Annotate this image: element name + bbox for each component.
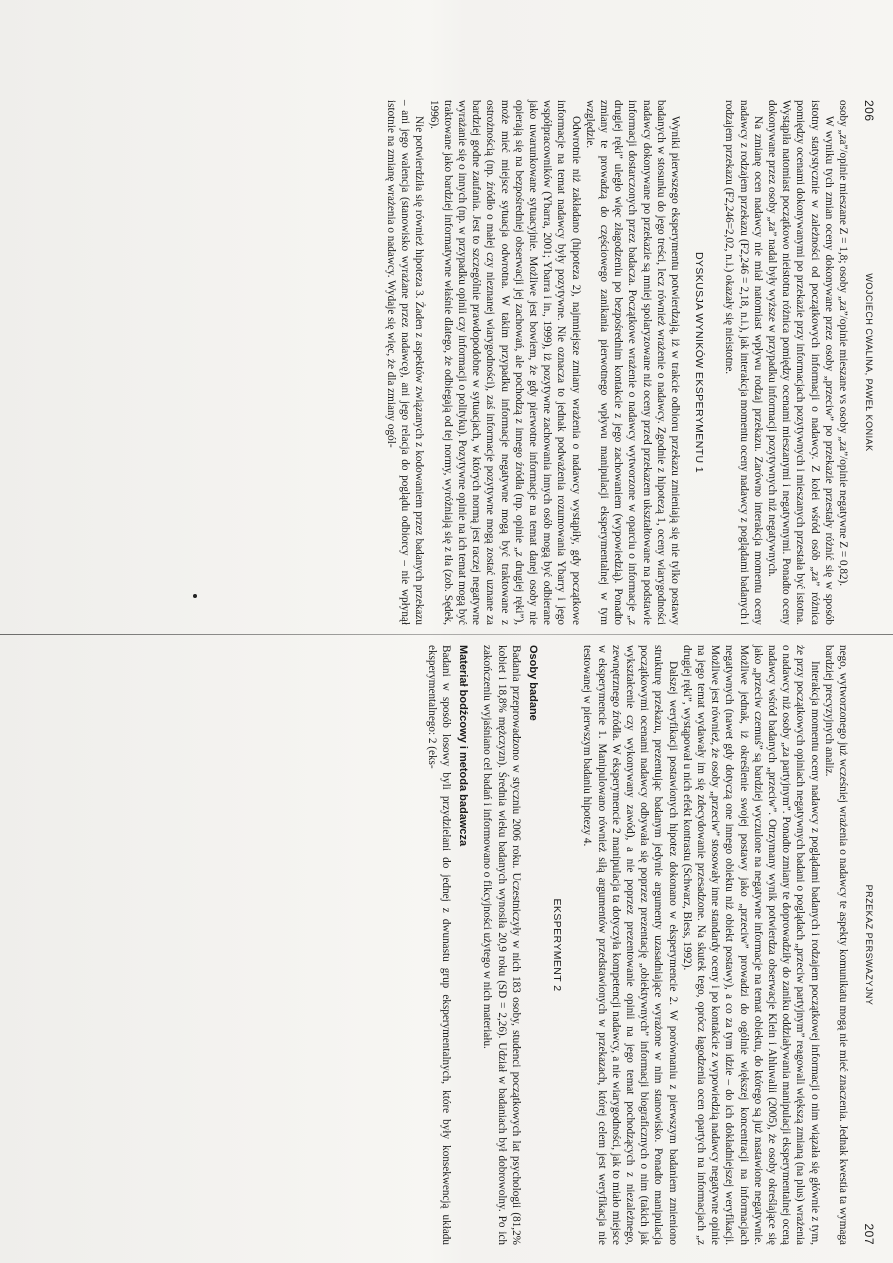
- page-207: [20, 645, 880, 1245]
- paragraph: nego, wytworzonego już wcześniej wrażenia o nadawcy te aspekty komunikatu mogą nie mieć znaczenia. Jednak kwestia ta wymaga bardziej precyzyjnych analiz.: [822, 645, 849, 1245]
- paragraph: Na zmianę ocen nadawcy nie miał natomiast wpływu rodzaj przekazu. Zarówno interakcja momentu oceny nadawcy z rodzajem przekazu (F2,246 = 2,18, n.i.), jak interakcja momentu oceny nadawcy z poglądami badanych i rodzajem przekazu (F2,246=2,02, n.i.) okazały się nieistotne.: [723, 100, 764, 625]
- section-heading: EKSPERYMENT 2: [551, 898, 564, 992]
- running-head-left: [856, 100, 874, 625]
- paragraph: Dalszej weryfikacji postawionych hipotez dokonano w eksperymencie 2. W porównaniu z pierwszym badaniem zmieniono strukturę przekazu, prezentując badanym jedynie argumenty uzasadniające wyrażone w nim stanowisko. Ponadto manipulacja początkowymi ocenami nadawcy odbywała się poprzez prezentację „obiektywnych” informacji biograficznych o nim (takich jak wykształcenie czy wykonywany zawód), a nie poprzez prezentowanie opinii na jego temat pochodzących z niezależnego, zewnętrznego źródła. W eksperymencie 2 manipulacja ta dotyczyła kompetencji nadawcy, a nie wiarygodności, jak to miało miejsce w eksperymencie 1. Manipulowano również siłą argumentów przedstawionych w przekazach, której celem jest weryfikacja nie testowanej w pierwszym badaniu hipotezy 4.: [581, 645, 679, 1245]
- page-body: [20, 100, 850, 625]
- scan-speck: [193, 594, 197, 598]
- running-head-right: [856, 645, 874, 1245]
- section-heading: DYSKUSJA WYNIKÓW EKSPERYMENTU 1: [693, 251, 706, 474]
- subsection-heading: Osoby badane: [526, 645, 539, 721]
- paragraph: Badani w sposób losowy byli przydzielani do jednej z dwunastu grup eksperymentalnych, które były konsekwencją układu eksperymentalnego: 2 (eks-: [425, 645, 452, 1245]
- page-number: 206: [862, 100, 876, 122]
- paragraph: Interakcja momentu oceny nadawcy z poglądami badanych i rodzajem początkowej informacji o nim wiązała się głównie z tym, że przy początkowych opiniach negatywnych badani o poglądach „przeciw partyjnym” reagowali większą zmianą (na plus) wrażenia o nadawcy niż osoby „za partyjnym”. Ponadto zmiany te doprowadziły do zaniku oddziaływania manipulacji eksperymentalnej oceną nadawcy wśród badanych „przeciw”. Otrzymany wynik potwierdza obserwacje Klein i Ahluwalii (2005), że osoby określające się jako „przeciw czemuś” są bardziej wyczulone na negatywne informacje na temat obiektu, do którego są już nastawione negatywnie. Możliwe jednak, iż określenie swojej postawy jako „przeciw” prowadzi do ogólnie większej koncentracji na informacjach negatywnych (nawet gdy dotyczą one innego obiektu niż obiekt postawy), a co za tym idzie – do ich dokładniejszej weryfikacji. Możliwe jest również, że osoby „przeciw” stosowały inne standardy oceny i po kontakcie z wypowiedzią nadawcy negatywne opinie na jego temat wydawały im się zdecydowanie przesadzone. Na skutek tego, oprócz łagodzenia ocen opartych na informacjach „z drugiej ręki”, wystąpował u nich efekt kontrastu (Schwarz, Bless, 1992).: [680, 645, 821, 1245]
- page-number: 207: [862, 1223, 876, 1245]
- page-206: [20, 100, 880, 625]
- paragraph: W wyniku tych zmian oceny dokonywane przez osoby „przeciw” po przekazie przestały różnić się w sposób istotny statystycznie w zależności od początkowych informacji o nadawcy. Z kolei wśród osób „za” różnica pomiędzy ocenami dokonywanymi po przekazie przy informacjach pozytywnych i mieszanych przestała być istotna. Wystąpiła natomiast początkowo nieistotna różnica pomiędzy ocenami mieszanymi i negatywnymi. Ponadto oceny dokonywane przez osoby „za” nadal były wyższe w przypadku informacji pozytywnych niż negatywnych.: [765, 100, 835, 625]
- subsection-heading: Materiał bodźcowy i metoda badawcza: [457, 645, 470, 847]
- paragraph: osoby „za”/opinie mieszane Z = 1,8; osoby „za”/opinie mieszane vs osoby „za”/opinie negatywne Z = 0,82).: [837, 100, 849, 587]
- paragraph: Badania przeprowadzono w styczniu 2006 roku. Uczestniczyły w nich 183 osoby, studenci początkowych lat psychologii (81,2% kobiet i 18,8% mężczyzn). Średnia wieku badanych wynosiła 20,9 roku (SD = 2,26). Udział w badaniach był dobrowolny. Po ich zakończeniu wyjaśniano cel badań i informowano o fikcyjności użytego w nich materiału.: [481, 645, 522, 1245]
- running-title: WOJCIECH CWALINA, PAWEŁ KONIAK: [864, 273, 874, 452]
- paragraph: Nie potwierdziła się również hipoteza 3. Żaden z aspektów związanych z kodowaniem przez badanych przekazu – ani jego walencja (stanowisko wyrażane przez nadawcę), ani jego relacja do poglądu odbiorcy – nie wpłynął istotnie na zmianę wrażenia o nadawcy. Wydaje się więc, że dla zmiany ogól-: [384, 100, 426, 625]
- paragraph: Wyniki pierwszego eksperymentu potwierdzają, iż w trakcie odbioru przekazu zmieniają się nie tylko postawy badanych w stosunku do jego treści, lecz również wrażenie o nadawcy. Zgodnie z hipotezą 1, oceny wiarygodności nadawcy dokonywane po przekazie są mniej spolaryzowane niż oceny przed przekazem ukształtowane na podstawie informacji dostarczonych przez badacza. Początkowe wrażenie o nadawcy wytworzone w oparciu o informacje „z drugiej ręki” uległo więc złagodzeniu po bezpośrednim kontakcie z jego zachowaniem (wypowiedzią). Ponadto zmiany te prowadzą do częściowego zanikania pierwotnego wpływu manipulacji eksperymentalnej w tym względzie.: [583, 100, 681, 625]
- paragraph: Odwrotnie niż zakładano (hipoteza 2), najmniejsze zmiany wrażenia o nadawcy wystąpiły, gdy początkowe informacje na temat nadawcy były pozytywne. Nie oznacza to jednak podważenia rozumowania Ybarry i jego współpracowników (Ybarra, 2001; Ybarra i in., 1999), iż pozytywne zachowania innych osób mogą być odbierane jako uwarunkowane sytuacyjnie. Możliwe jest bowiem, że gdy pierwotne informacje na temat danej osoby nie opierają się na bezpośredniej obserwacji jej zachowań, ale pochodzą z innego źródła (np. opinie „z drugiej ręki”), może mieć miejsce sytuacja odwrotna. W takim przypadku informacje negatywne mogą być traktowane z ostrożnością (np. źródło o małej czy nieznanej wiarygodności), zaś informacje pozytywne mogą zostać uznane za bardziej godne zaufania. Jest to szczególnie prawdopodobne w sytuacjach, w których normą jest raczej negatywne wyrażanie się o innych (np. w przypadku opinii czy informacji o polityku). Pozytywne opinie na ich temat mogą być traktowane jako bardziej informatywne właśnie dlatego, że odbiegają od tej normy, wyróżniają się z tła (zob. Sędek, 1996).: [427, 100, 582, 625]
- page-body: [20, 645, 850, 1245]
- running-title: PRZEKAZ PERSWAZYJNY: [864, 884, 874, 1006]
- page-fold-divider: [0, 634, 893, 635]
